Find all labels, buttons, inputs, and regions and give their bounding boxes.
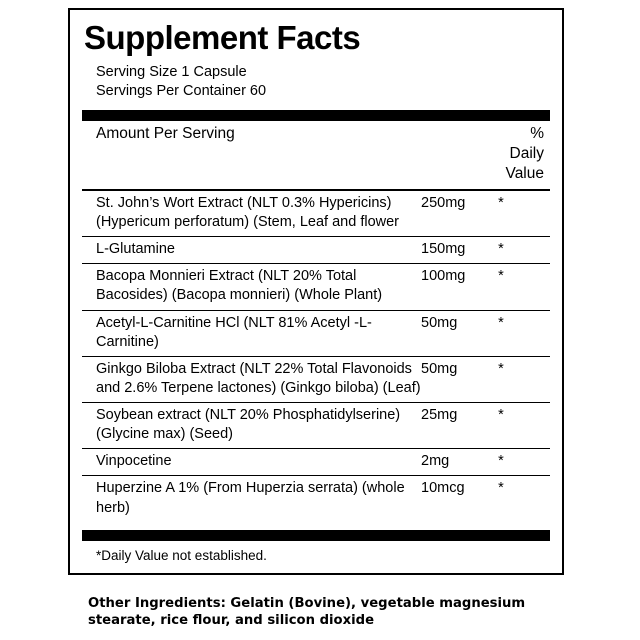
ingredient-name: Acetyl-L-Carnitine HCl (NLT 81% Acetyl -L-Carnitine) <box>82 310 421 356</box>
ingredient-daily-value: * <box>498 310 550 356</box>
ingredient-daily-value: * <box>498 403 550 449</box>
ingredient-name: Vinpocetine <box>82 449 421 476</box>
ingredient-daily-value: * <box>498 264 550 310</box>
daily-value-footnote: *Daily Value not established. <box>96 547 267 563</box>
ingredient-daily-value: * <box>498 449 550 476</box>
header-daily-value: % Daily Value <box>505 124 544 183</box>
ingredient-amount: 100mg <box>421 264 498 310</box>
ingredient-name: Bacopa Monnieri Extract (NLT 20% Total Bacosides) (Bacopa monnieri) (Whole Plant) <box>82 264 421 310</box>
table-row <box>82 190 550 237</box>
table-row <box>82 310 550 356</box>
table-row <box>82 264 550 310</box>
ingredient-name: Ginkgo Biloba Extract (NLT 22% Total Flavonoids and 2.6% Terpene lactones) (Ginkgo biloba) (Leaf) <box>82 356 421 402</box>
ingredient-amount: 150mg <box>421 237 498 264</box>
header-amount-spacer <box>421 121 498 190</box>
ingredient-name: St. John’s Wort Extract (NLT 0.3% Hypericins) (Hypericum perforatum) (Stem, Leaf and flower <box>82 190 421 237</box>
ingredient-amount: 50mg <box>421 310 498 356</box>
ingredient-daily-value: * <box>498 190 550 237</box>
table-header-row <box>82 121 550 190</box>
table-row <box>82 356 550 402</box>
ingredient-amount: 2mg <box>421 449 498 476</box>
ingredient-daily-value: * <box>498 476 550 522</box>
divider-thick-bottom <box>82 530 550 541</box>
ingredient-name: L-Glutamine <box>82 237 421 264</box>
ingredient-name: Soybean extract (NLT 20% Phosphatidylserine) (Glycine max) (Seed) <box>82 403 421 449</box>
other-ingredients-text: Other Ingredients: Gelatin (Bovine), vegetable magnesium stearate, rice flour, and silicon dioxide <box>88 596 526 628</box>
supplement-facts-panel <box>68 8 564 575</box>
table-row <box>82 237 550 264</box>
serving-size-text: Serving Size 1 Capsule <box>96 63 247 80</box>
page-title: Supplement Facts <box>84 19 361 56</box>
divider-thick-top <box>82 110 550 121</box>
nutrition-table <box>82 121 550 522</box>
ingredient-amount: 50mg <box>421 356 498 402</box>
ingredient-daily-value: * <box>498 237 550 264</box>
ingredient-name: Huperzine A 1% (From Huperzia serrata) (whole herb) <box>82 476 421 522</box>
table-row <box>82 449 550 476</box>
ingredient-daily-value: * <box>498 356 550 402</box>
ingredient-amount: 250mg <box>421 190 498 237</box>
table-row <box>82 403 550 449</box>
table-row <box>82 476 550 522</box>
ingredient-amount: 10mcg <box>421 476 498 522</box>
ingredient-amount: 25mg <box>421 403 498 449</box>
header-amount-per-serving: Amount Per Serving <box>96 124 235 142</box>
servings-per-container-text: Servings Per Container 60 <box>96 83 267 100</box>
